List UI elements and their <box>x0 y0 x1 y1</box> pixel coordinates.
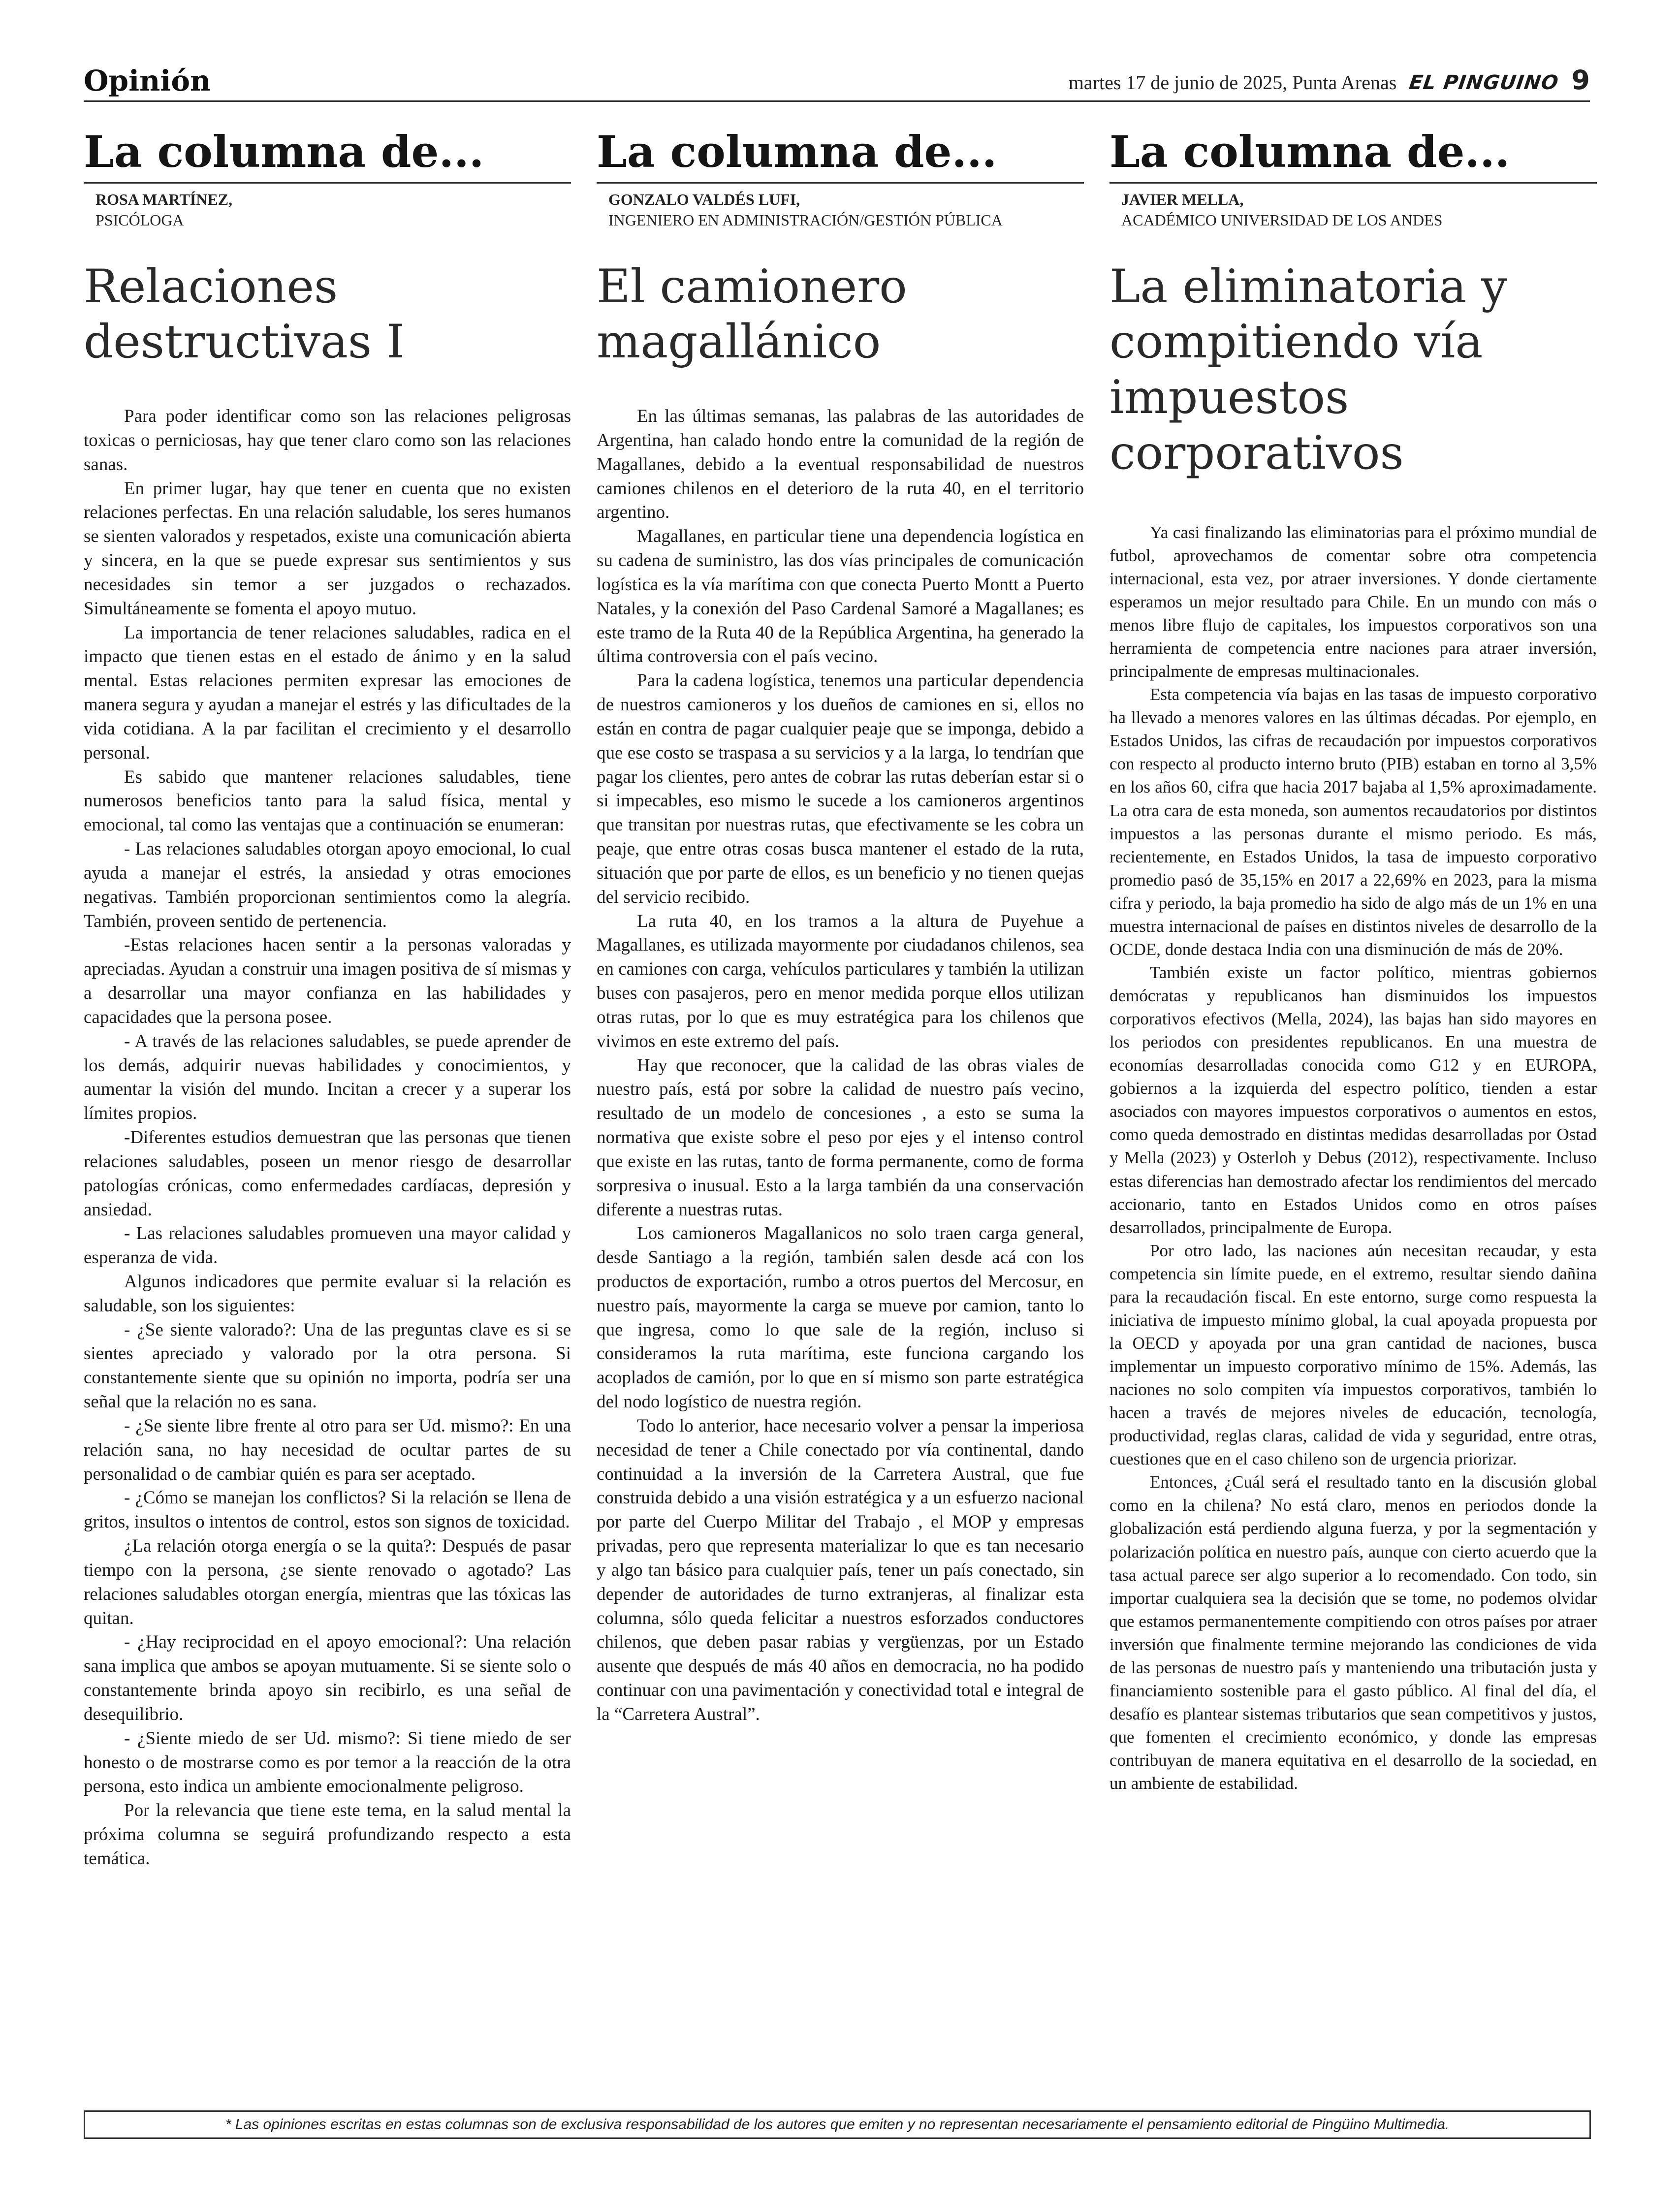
column-kicker: La columna de... <box>84 129 571 184</box>
article-title: La eliminatoria y compitiendo vía impuestos corporativos <box>1109 259 1508 480</box>
article-body <box>597 405 1084 1727</box>
dateline: martes 17 de junio de 2025, Punta Arenas <box>1068 71 1397 94</box>
article-paragraph: Magallanes, en particular tiene una dependencia logística en su cadena de suministro, las dos vías principales de comunicación logística es la vía marítima con que conecta Puerto Montt a Puerto Natales, y la conexión del Paso Cardenal Samoré a Magallanes; es este tramo de la Ruta 40 de la República Argentina, ha generado la última controversia con el país vecino. <box>597 526 1084 667</box>
article-paragraph: También existe un factor político, mientras gobiernos demócratas y republicanos han disminuidos los impuestos corporativos efectivos (Mella, 2024), las bajas han sido mayores en los periodos con presidentes republicanos. En una muestra de economías desarrolladas conocida como G12 y en EUROPA, gobiernos a la izquierda del espectro político, tienden a estar asociados con mayores impuestos corporativos o aumentos en estos, como queda demostrado en distintas medidas desarrolladas por Ostad y Mella (2023) y Osterloh y Debus (2012), respectivamente. Incluso estas diferencias han demostrado afectar los rendimientos del mercado accionario, tanto en Estados Unidos como en otros países desarrollados, principalmente de Europa. <box>1109 962 1597 1237</box>
article-paragraph: En las últimas semanas, las palabras de las autoridades de Argentina, han calado hondo entre la comunidad de la región de Magallanes, debido a la eventual responsabilidad de nuestros camiones chilenos en el deterioro de la ruta 40, en el territorio argentino. <box>597 406 1084 523</box>
author-role: ACADÉMICO UNIVERSIDAD DE LOS ANDES <box>1121 211 1443 229</box>
article-paragraph: - ¿Cómo se manejan los conflictos? Si la relación se llena de gritos, insultos o intentos de control, estos son signos de toxicidad. <box>84 1488 571 1532</box>
footer-disclaimer: * Las opiniones escritas en estas columnas son de exclusiva responsabilidad de los autores que emiten y no representan necesariamente el pensamiento editorial de Pingüino Multimedia. <box>225 2116 1450 2133</box>
author-role: INGENIERO EN ADMINISTRACIÓN/GESTIÓN PÚBLICA <box>608 211 1003 229</box>
author-block <box>1121 190 1597 230</box>
article-paragraph: -Diferentes estudios demuestran que las personas que tienen relaciones saludables, poseen un menor riesgo de desarrollar patologías crónicas, como enfermedades cardíacas, depresión y ansiedad. <box>84 1127 571 1220</box>
section-label: Opinión <box>84 64 211 97</box>
article-paragraph: Por otro lado, las naciones aún necesitan recaudar, y esta competencia sin límite puede, en el extremo, resultar siendo dañina para la recaudación fiscal. En este entorno, surge como respuesta la iniciativa de impuesto mínimo global, la cual apoyada propuesta por la OECD y apoyada por una gran cantidad de naciones, busca implementar un impuesto corporativo mínimo de 15%. Además, las naciones no solo compiten vía impuestos corporativos, también lo hacen a través de mejores niveles de educación, tecnología, productividad, reglas claras, calidad de vida y seguridad, entre otras, cuestiones que en el caso chileno son de urgencia priorizar. <box>1109 1241 1597 1469</box>
article-paragraph: Para la cadena logística, tenemos una particular dependencia de nuestros camioneros y los dueños de camiones en si, ellos no están en contra de pagar cualquier peaje que se imponga, debido a que ese costo se traspasa a su servicios y a la larga, lo tendrían que pagar los clientes, pero antes de cobrar las rutas deberían estar si o si impecables, eso mismo le sucede a los camioneros argentinos que transitan por nuestras rutas, que efectivamente se les cobra un peaje, que entre otras cosas busca mantener el estado de la ruta, situación que por parte de ellos, es un beneficio y no tienen quejas del servicio recibido. <box>597 670 1084 907</box>
author-block <box>608 190 1084 230</box>
article-paragraph: - ¿Se siente valorado?: Una de las preguntas clave es si se sientes apreciado y valorado por la otra persona. Si constantemente siente que su opinión no importa, podría ser una señal que la relación no es sana. <box>84 1319 571 1412</box>
author-name: JAVIER MELLA, <box>1121 191 1244 209</box>
article-paragraph: La ruta 40, en los tramos a la altura de Puyehue a Magallanes, es utilizada mayormente por ciudadanos chilenos, sea en camiones con carga, vehículos particulares y también la utilizan buses con pasajeros, pero en menor medida porque ellos utilizan otras rutas, por lo que es muy estratégica para los chilenos que vivimos en este extremo del país. <box>597 911 1084 1051</box>
article-title: El camionero magallánico <box>597 259 907 369</box>
article-paragraph: - ¿Siente miedo de ser Ud. mismo?: Si tiene miedo de ser honesto o de mostrarse como es por temor a la reacción de la otra persona, esto indica un ambiente emocionalmente peligroso. <box>84 1728 571 1797</box>
page-header <box>84 62 1590 102</box>
article-paragraph: Los camioneros Magallanicos no solo traen carga general, desde Santiago a la región, también salen desde acá con los productos de exportación, rumbo a otros puertos del Mercosur, en nuestro país, mayormente la carga se mueve por camion, tanto lo que ingresa, como lo que sale de la región, incluso si consideramos la ruta marítima, este funciona cargando los acoplados de camión, por lo que en sí mismo son parte estratégica del nodo logístico de nuestra región. <box>597 1223 1084 1412</box>
article-paragraph: Algunos indicadores que permite evaluar si la relación es saludable, son los siguientes: <box>84 1271 571 1316</box>
article-paragraph: -Estas relaciones hacen sentir a la personas valoradas y apreciadas. Ayudan a construir una imagen positiva de sí mismas y a desarrollar una mayor confianza en las habilidades y capacidades que la persona posee. <box>84 935 571 1027</box>
article-paragraph: La importancia de tener relaciones saludables, radica en el impacto que tienen estas en el estado de ánimo y en la salud mental. Estas relaciones permiten expresar las emociones de manera segura y ayudan a manejar el estrés y las dificultades de la vida cotidiana. A la par facilitan el crecimiento y el desarrollo personal. <box>84 622 571 763</box>
article-paragraph: - ¿Hay reciprocidad en el apoyo emocional?: Una relación sana implica que ambos se apoyan mutuamente. Si se siente solo o constantemente brinda apoyo sin recibirlo, es una señal de desequilibrio. <box>84 1632 571 1724</box>
article-body <box>1109 521 1597 1795</box>
column-kicker: La columna de... <box>597 129 1084 184</box>
author-name: GONZALO VALDÉS LUFI, <box>608 191 800 209</box>
header-right <box>1069 64 1590 96</box>
article-paragraph: - ¿Se siente libre frente al otro para ser Ud. mismo?: En una relación sana, no hay necesidad de ocultar partes de su personalidad o de cambiar quién es para ser aceptado. <box>84 1415 571 1484</box>
footer-disclaimer-box <box>84 2110 1591 2139</box>
article-body <box>84 405 571 1871</box>
column-3 <box>1109 126 1597 1795</box>
article-paragraph: En primer lugar, hay que tener en cuenta que no existen relaciones perfectas. En una relación saludable, los seres humanos se sienten valorados y respetados, existe una comunicación abierta y sincera, en la que se puede expresar sus sentimientos y sus necesidades sin temor a ser juzgados o rechazados. Simultáneamente se fomenta el apoyo mutuo. <box>84 478 571 619</box>
article-paragraph: Hay que reconocer, que la calidad de las obras viales de nuestro país, está por sobre la calidad de nuestro país vecino, resultado de un modelo de concesiones , a esto se suma la normativa que existe sobre el peso por ejes y el intenso control que existe en las rutas, tanto de forma permanente, como de forma sorpresiva o inusual. Esto a la larga también da una conservación diferente a nuestras rutas. <box>597 1055 1084 1220</box>
article-paragraph: Por la relevancia que tiene este tema, en la salud mental la próxima columna se seguirá profundizando respecto a esta temática. <box>84 1800 571 1869</box>
page-number: 9 <box>1571 64 1590 96</box>
article-paragraph: Para poder identificar como son las relaciones peligrosas toxicas o perniciosas, hay que tener claro como son las relaciones sanas. <box>84 406 571 475</box>
article-title: Relaciones destructivas I <box>84 259 405 369</box>
author-role: PSICÓLOGA <box>95 211 184 229</box>
article-paragraph: - A través de las relaciones saludables, se puede aprender de los demás, adquirir nuevas habilidades y conocimientos, y aumentar la visión del mundo. Incitan a crecer y a superar los límites propios. <box>84 1031 571 1124</box>
article-paragraph: Esta competencia vía bajas en las tasas de impuesto corporativo ha llevado a menores valores en las últimas décadas. Por ejemplo, en Estados Unidos, las cifras de recaudación por impuestos corporativos con respecto al producto interno bruto (PIB) estaban en torno al 3,5% en los años 60, cifra que hacia 2017 bajaba al 1,5% aproximadamente. La otra cara de esta moneda, son aumentos recaudatorios por distintos impuestos a las personas durante el mismo periodo. Es más, recientemente, en Estados Unidos, la tasa de impuesto corporativo promedio pasó de 35,15% en 2017 a 22,69% en 2023, para la misma cifra y periodo, la baja promedio ha sido de algo más de un 1% en una muestra internacional de países en distintos niveles de desarrollo de la OCDE, donde destaca India con una disminución de más de 20%. <box>1109 685 1597 959</box>
article-paragraph: - Las relaciones saludables promueven una mayor calidad y esperanza de vida. <box>84 1223 571 1268</box>
author-name: ROSA MARTÍNEZ, <box>95 191 233 209</box>
article-paragraph: Entonces, ¿Cuál será el resultado tanto en la discusión global como en la chilena? No está claro, menos en periodos donde la globalización está perdiendo alguna fuerza, y por la segmentación y polarización política en nuestro país, aunque con cierto acuerdo que la tasa actual parece ser algo superior a lo recomendado. Con todo, sin importar cualquiera sea la decisión que se tome, no podemos olvidar que estamos permanentemente compitiendo con otros países por atraer inversión que finalmente termine mejorando las condiciones de vida de las personas de nuestro país y manteniendo una tributación justa y financiamiento sostenible para el gasto público. Al final del día, el desafío es plantear sistemas tributarios que sean competitivos y justos, que fomenten el crecimiento económico, y donde las empresas contribuyan de manera equitativa en el desarrollo de la sociedad, en un ambiente de estabilidad. <box>1109 1472 1597 1793</box>
column-2 <box>597 126 1084 1727</box>
article-paragraph: Todo lo anterior, hace necesario volver a pensar la imperiosa necesidad de tener a Chile conectado por vía continental, dando continuidad a la inversión de la Carretera Austral, que fue construida debido a una visión estratégica y a un esfuerzo nacional por parte del Cuerpo Militar del Trabajo , el MOP y empresas privadas, pero que representa materializar lo que es tan necesario y algo tan básico para cualquier país, tener un país conectado, sin depender de autoridades de turno extranjeras, al finalizar esta columna, sólo queda felicitar a nuestros esforzados conductores chilenos, que deben pasar rabias y vergüenzas, por un Estado ausente que después de más 40 años en democracia, no ha podido continuar con una pavimentación y conectividad total e integral de la “Carretera Austral”. <box>597 1415 1084 1724</box>
article-paragraph: ¿La relación otorga energía o se la quita?: Después de pasar tiempo con la persona, ¿se siente renovado o agotado? Las relaciones saludables otorgan energía, mientras que las tóxicas las quitan. <box>84 1536 571 1628</box>
article-paragraph: Es sabido que mantener relaciones saludables, tiene numerosos beneficios tanto para la salud física, mental y emocional, tal como las ventajas que a continuación se enumeran: <box>84 766 571 835</box>
column-kicker: La columna de... <box>1109 129 1597 184</box>
column-1 <box>84 126 571 1871</box>
article-paragraph: Ya casi finalizando las eliminatorias para el próximo mundial de futbol, aprovechamos de comentar sobre otra competencia internacional, esta vez, por atraer inversiones. Y donde ciertamente esperamos un mejor resultado para Chile. En un mundo con más o menos libre flujo de capitales, los impuestos corporativos son una herramienta de competencia entre naciones para atraer inversión, principalmente de empresas multinacionales. <box>1109 522 1597 681</box>
newspaper-logo: EL PINGUINO <box>1408 71 1560 94</box>
article-paragraph: - Las relaciones saludables otorgan apoyo emocional, lo cual ayuda a manejar el estrés, la ansiedad y otras emociones negativas. También proporcionan sentimientos como la alegría. También, proveen sentido de pertenencia. <box>84 839 571 931</box>
author-block <box>95 190 571 230</box>
